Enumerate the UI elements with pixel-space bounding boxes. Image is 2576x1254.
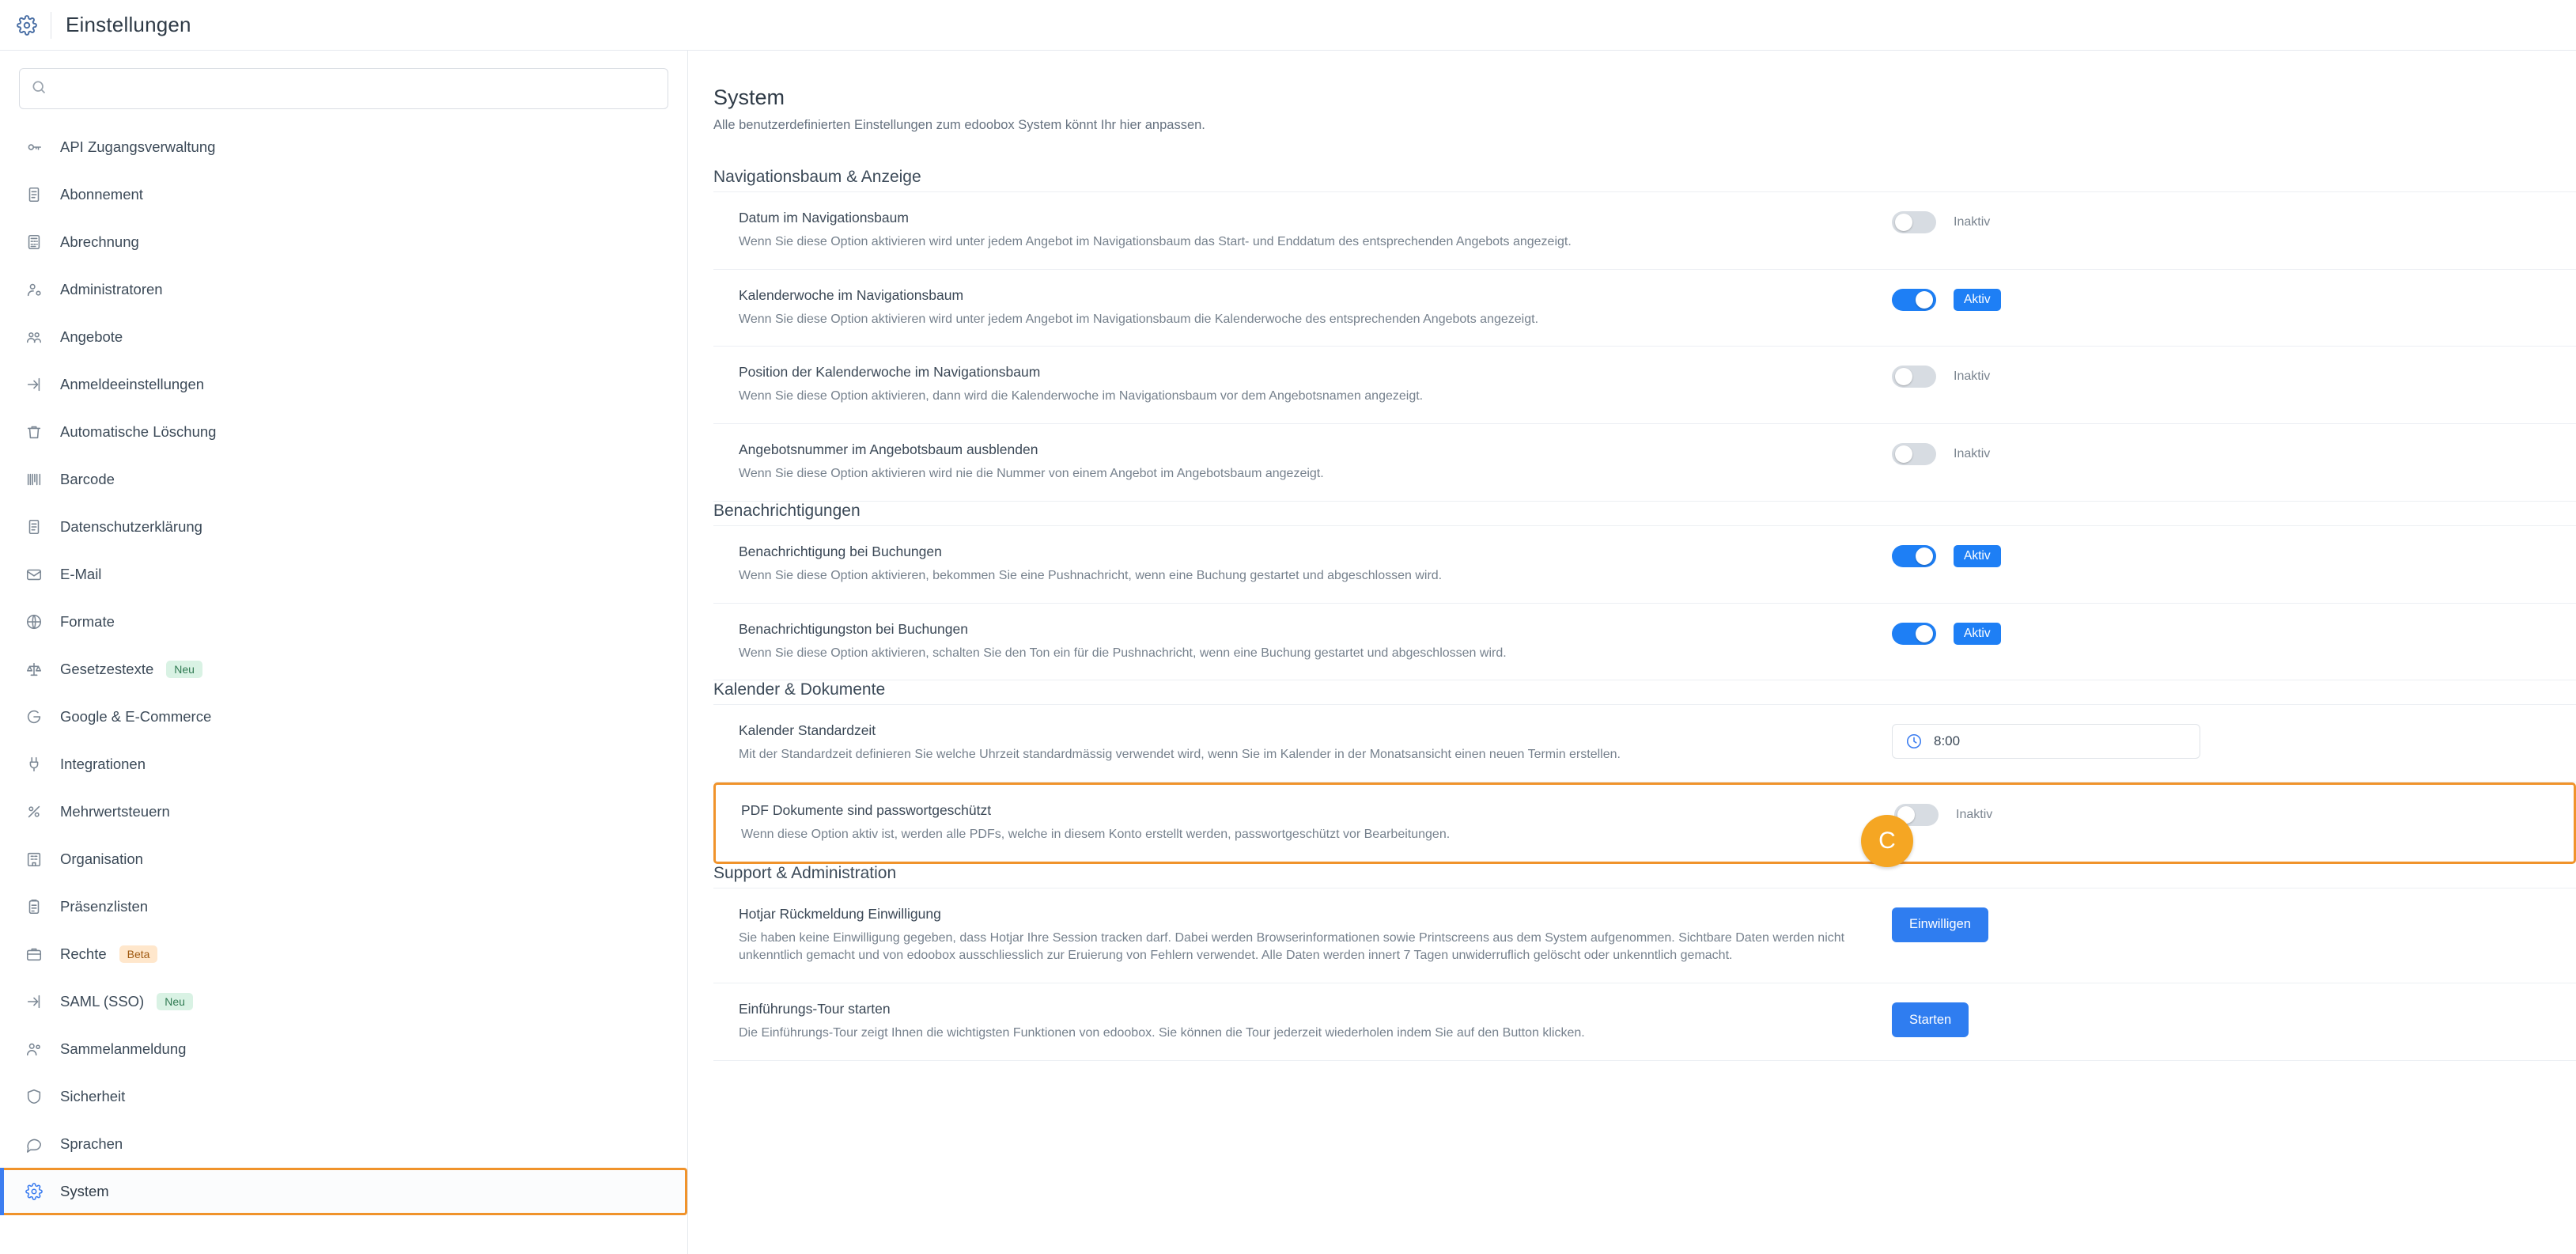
setting-description: Wenn Sie diese Option aktivieren, bekommen Sie eine Pushnachricht, wenn eine Buchung gestartet und abgeschlossen wird. [739,568,1443,582]
section-rows [713,888,2576,1061]
setting-title: PDF Dokumente sind passwortgeschützt [741,802,992,819]
setting-control [1892,210,2576,233]
chat-icon [21,1131,47,1157]
sidebar-item-formate[interactable] [0,598,687,646]
setting-row [713,191,2576,270]
setting-description: Die Einführungs-Tour zeigt Ihnen die wichtigsten Funktionen von edoobox. Sie können die Tour jederzeit wiederholen indem Sie auf den Button klicken. [739,1026,1585,1040]
setting-state-label: Aktiv [1954,289,2001,311]
section-rows [713,525,2576,680]
offers-icon [21,324,47,350]
sidebar-item-label: Präsenzlisten [60,898,149,915]
setting-text [713,210,1892,252]
setting-control [1892,287,2576,311]
setting-row [713,782,2576,864]
setting-title: Benachrichtigung bei Buchungen [739,543,942,559]
setting-description: Wenn Sie diese Option aktivieren, schalten Sie den Ton ein für die Pushnachricht, wenn eine Buchung gestartet und abgeschlossen wird. [739,646,1507,660]
setting-description: Mit der Standardzeit definieren Sie welche Uhrzeit standardmässig verwendet wird, wenn Sie im Kalender in der Monatsansicht einen neuen Termin erstellen. [739,748,1621,762]
setting-text [713,1001,1892,1043]
sidebar-item-angebote[interactable] [0,313,687,361]
setting-toggle[interactable] [1892,211,1936,233]
sidebar-item-administratoren[interactable] [0,266,687,313]
sidebar-item-sammelanmeldung[interactable] [0,1025,687,1073]
sidebar-item-mehrwertsteuern[interactable] [0,788,687,835]
sidebar-item-integrationen[interactable] [0,741,687,788]
content-subtitle: Alle benutzerdefinierten Einstellungen zum edoobox System könnt Ihr hier anpassen. [713,118,1205,132]
setting-toggle[interactable] [1892,623,1936,645]
setting-description: Wenn Sie diese Option aktivieren wird nie die Nummer von einem Angebot im Angebotsbaum angezeigt. [739,467,1324,481]
mail-icon [21,561,47,588]
setting-toggle[interactable] [1892,289,1936,311]
sidebar-item-badge: Neu [166,661,202,678]
setting-text [713,906,1892,965]
sidebar-item-label: API Zugangsverwaltung [60,138,216,155]
setting-toggle[interactable] [1892,366,1936,388]
document-icon [21,181,47,208]
sidebar-item-label: Mehrwertsteuern [60,803,170,820]
setting-control [1892,544,2576,567]
action-button[interactable]: Starten [1892,1002,1969,1037]
setting-state-label: Aktiv [1954,623,2001,645]
setting-text [713,441,1892,483]
setting-text [713,621,1892,663]
plug-icon [21,751,47,778]
setting-state-label: Inaktiv [1956,808,1993,822]
setting-control [1892,722,2576,759]
sidebar [0,51,688,1254]
search-box[interactable] [19,68,668,109]
setting-text [713,364,1892,406]
top-bar [0,0,2576,51]
sidebar-item-label: Sicherheit [60,1088,126,1104]
shield-icon [21,1083,47,1110]
setting-row [713,604,2576,681]
content-title: System [713,85,785,109]
sidebar-item-label: System [60,1183,109,1199]
sidebar-item-label: SAML (SSO) [60,993,145,1010]
sidebar-item-label: Datenschutzerklärung [60,518,202,535]
clock-icon [1905,733,1923,750]
setting-toggle[interactable] [1892,443,1936,465]
toggle-knob [1895,214,1912,231]
sidebar-item-label: Abrechnung [60,233,139,250]
setting-state-label: Inaktiv [1954,215,1991,229]
setting-description: Sie haben keine Einwilligung gegeben, dass Hotjar Ihre Session tracken darf. Dabei werden Browserinformationen sowie Printscreens aus dem System aufgenommen. Sichtbare Daten werden nicht unkenntlich gemacht und von edoobox ausschliesslich zur Eruierung von Fehlern verwendet. Alle Daten werden innert 7 Tagen unwiderruflich gelöscht oder unkenntlich gemacht. [739,930,1845,963]
login-arrow-icon [21,988,47,1015]
sidebar-item-sicherheit[interactable] [0,1073,687,1120]
sidebar-item-label: Angebote [60,328,123,345]
sidebar-item-abonnement[interactable] [0,171,687,218]
annotation-marker: C [1861,815,1913,867]
setting-state-label: Aktiv [1954,545,2001,567]
sidebar-item-organisation[interactable] [0,835,687,883]
sidebar-item-badge: Beta [119,945,158,963]
section-title: Benachrichtigungen [713,501,861,520]
setting-description: Wenn Sie diese Option aktivieren wird unter jedem Angebot im Navigationsbaum das Start- und Enddatum des entsprechenden Angebots angezeigt. [739,235,1572,248]
action-button[interactable]: Einwilligen [1892,907,1988,942]
search-input[interactable] [55,80,656,97]
login-arrow-icon [21,371,47,398]
sidebar-item-label: Administratoren [60,281,163,297]
sidebar-item-label: Anmeldeeinstellungen [60,376,205,392]
sidebar-item-datenschutzerkl-rung[interactable] [0,503,687,551]
sidebar-item-barcode[interactable] [0,456,687,503]
sidebar-item-badge: Neu [157,993,193,1010]
users-icon [21,1036,47,1063]
sidebar-item-label: E-Mail [60,566,102,582]
settings-section [713,502,2576,680]
key-icon [21,134,47,161]
toggle-knob [1916,291,1933,309]
app-body [0,51,2576,1254]
setting-description: Wenn Sie diese Option aktivieren wird unter jedem Angebot im Navigationsbaum die Kalenderwoche des entsprechenden Angebots angezeigt. [739,312,1539,326]
setting-toggle[interactable] [1892,545,1936,567]
setting-row [713,525,2576,604]
sidebar-item-sprachen[interactable] [0,1120,687,1168]
setting-row [713,888,2576,983]
setting-control [1892,1001,2576,1037]
document-icon [21,513,47,540]
sidebar-item-saml-sso[interactable] [0,978,687,1025]
setting-row [713,270,2576,347]
sidebar-item-label: Sprachen [60,1135,123,1152]
setting-control [1892,906,2576,942]
setting-state-label: Inaktiv [1954,447,1991,461]
calculator-icon [21,229,47,256]
setting-title: Angebotsnummer im Angebotsbaum ausblenden [739,441,1038,458]
trash-icon [21,419,47,445]
search-icon [31,79,47,99]
toggle-knob [1895,368,1912,385]
setting-description: Wenn Sie diese Option aktivieren, dann wird die Kalenderwoche im Navigationsbaum vor dem Angebotsnamen angezeigt. [739,389,1424,403]
sidebar-item-api-zugangsverwaltung[interactable] [0,123,687,171]
percent-icon [21,798,47,825]
globe-icon [21,608,47,635]
sidebar-item-label: Formate [60,613,115,630]
toggle-knob [1916,547,1933,565]
setting-state-label: Inaktiv [1954,369,1991,384]
setting-title: Hotjar Rückmeldung Einwilligung [739,905,941,922]
setting-title: Kalenderwoche im Navigationsbaum [739,286,964,303]
gear-icon [21,1178,47,1205]
briefcase-icon [21,941,47,968]
google-icon [21,703,47,730]
sidebar-item-label: Sammelanmeldung [60,1040,187,1057]
setting-text [713,722,1892,764]
sidebar-item-gesetzestexte[interactable] [0,646,687,693]
sidebar-item-label: Organisation [60,851,143,867]
sidebar-item-automatische-l-schung[interactable] [0,408,687,456]
setting-row [713,983,2576,1061]
setting-row [713,704,2576,782]
sidebar-item-label: Integrationen [60,756,146,772]
setting-title: Position der Kalenderwoche im Navigationsbaum [739,364,1041,381]
setting-description: Wenn diese Option aktiv ist, werden alle PDFs, welche in diesem Konto erstellt werden, passwortgeschützt vor Bearbeitungen. [741,828,1451,842]
settings-sections [713,168,2576,1061]
section-title: Navigationsbaum & Anzeige [713,168,921,186]
toggle-knob [1916,625,1933,642]
setting-row [713,347,2576,424]
sidebar-item-e-mail[interactable] [0,551,687,598]
setting-text [713,287,1892,329]
sidebar-item-label: Gesetzestexte [60,661,154,677]
section-title: Kalender & Dokumente [713,680,886,699]
setting-title: Einführungs-Tour starten [739,1001,891,1017]
setting-control [1892,364,2576,388]
section-rows [713,191,2576,502]
setting-text [716,802,1894,844]
sidebar-item-label: Automatische Löschung [60,423,217,440]
sidebar-item-google-e-commerce[interactable] [0,693,687,741]
clipboard-icon [21,893,47,920]
default-time-field[interactable] [1892,724,2200,759]
setting-title: Kalender Standardzeit [739,722,876,739]
setting-title: Datum im Navigationsbaum [739,210,909,225]
sidebar-item-system[interactable] [0,1168,687,1215]
setting-control [1892,441,2576,465]
setting-title: Benachrichtigungston bei Buchungen [739,620,968,637]
main-content [688,51,2576,1254]
page-title: Einstellungen [66,13,191,36]
sidebar-item-pr-senzlisten[interactable] [0,883,687,930]
section-rows [713,704,2576,863]
sidebar-item-anmeldeeinstellungen[interactable] [0,361,687,408]
sidebar-item-abrechnung[interactable] [0,218,687,266]
barcode-icon [21,466,47,493]
setting-control [1894,802,2574,826]
setting-row [713,424,2576,502]
sidebar-item-label: Google & E-Commerce [60,708,212,725]
toggle-knob [1895,445,1912,463]
default-time-value: 8:00 [1934,733,1961,749]
settings-section [713,864,2576,1061]
sidebar-item-label: Abonnement [60,186,143,203]
user-gear-icon [21,276,47,303]
sidebar-item-rechte[interactable] [0,930,687,978]
settings-section [713,168,2576,502]
setting-control [1892,621,2576,645]
section-title: Support & Administration [713,863,897,882]
scale-icon [21,656,47,683]
sidebar-item-label: Barcode [60,471,115,487]
setting-text [713,544,1892,585]
gear-icon [11,9,43,41]
building-icon [21,846,47,873]
settings-section [713,680,2576,863]
sidebar-nav [0,123,687,1215]
sidebar-item-label: Rechte [60,945,107,962]
